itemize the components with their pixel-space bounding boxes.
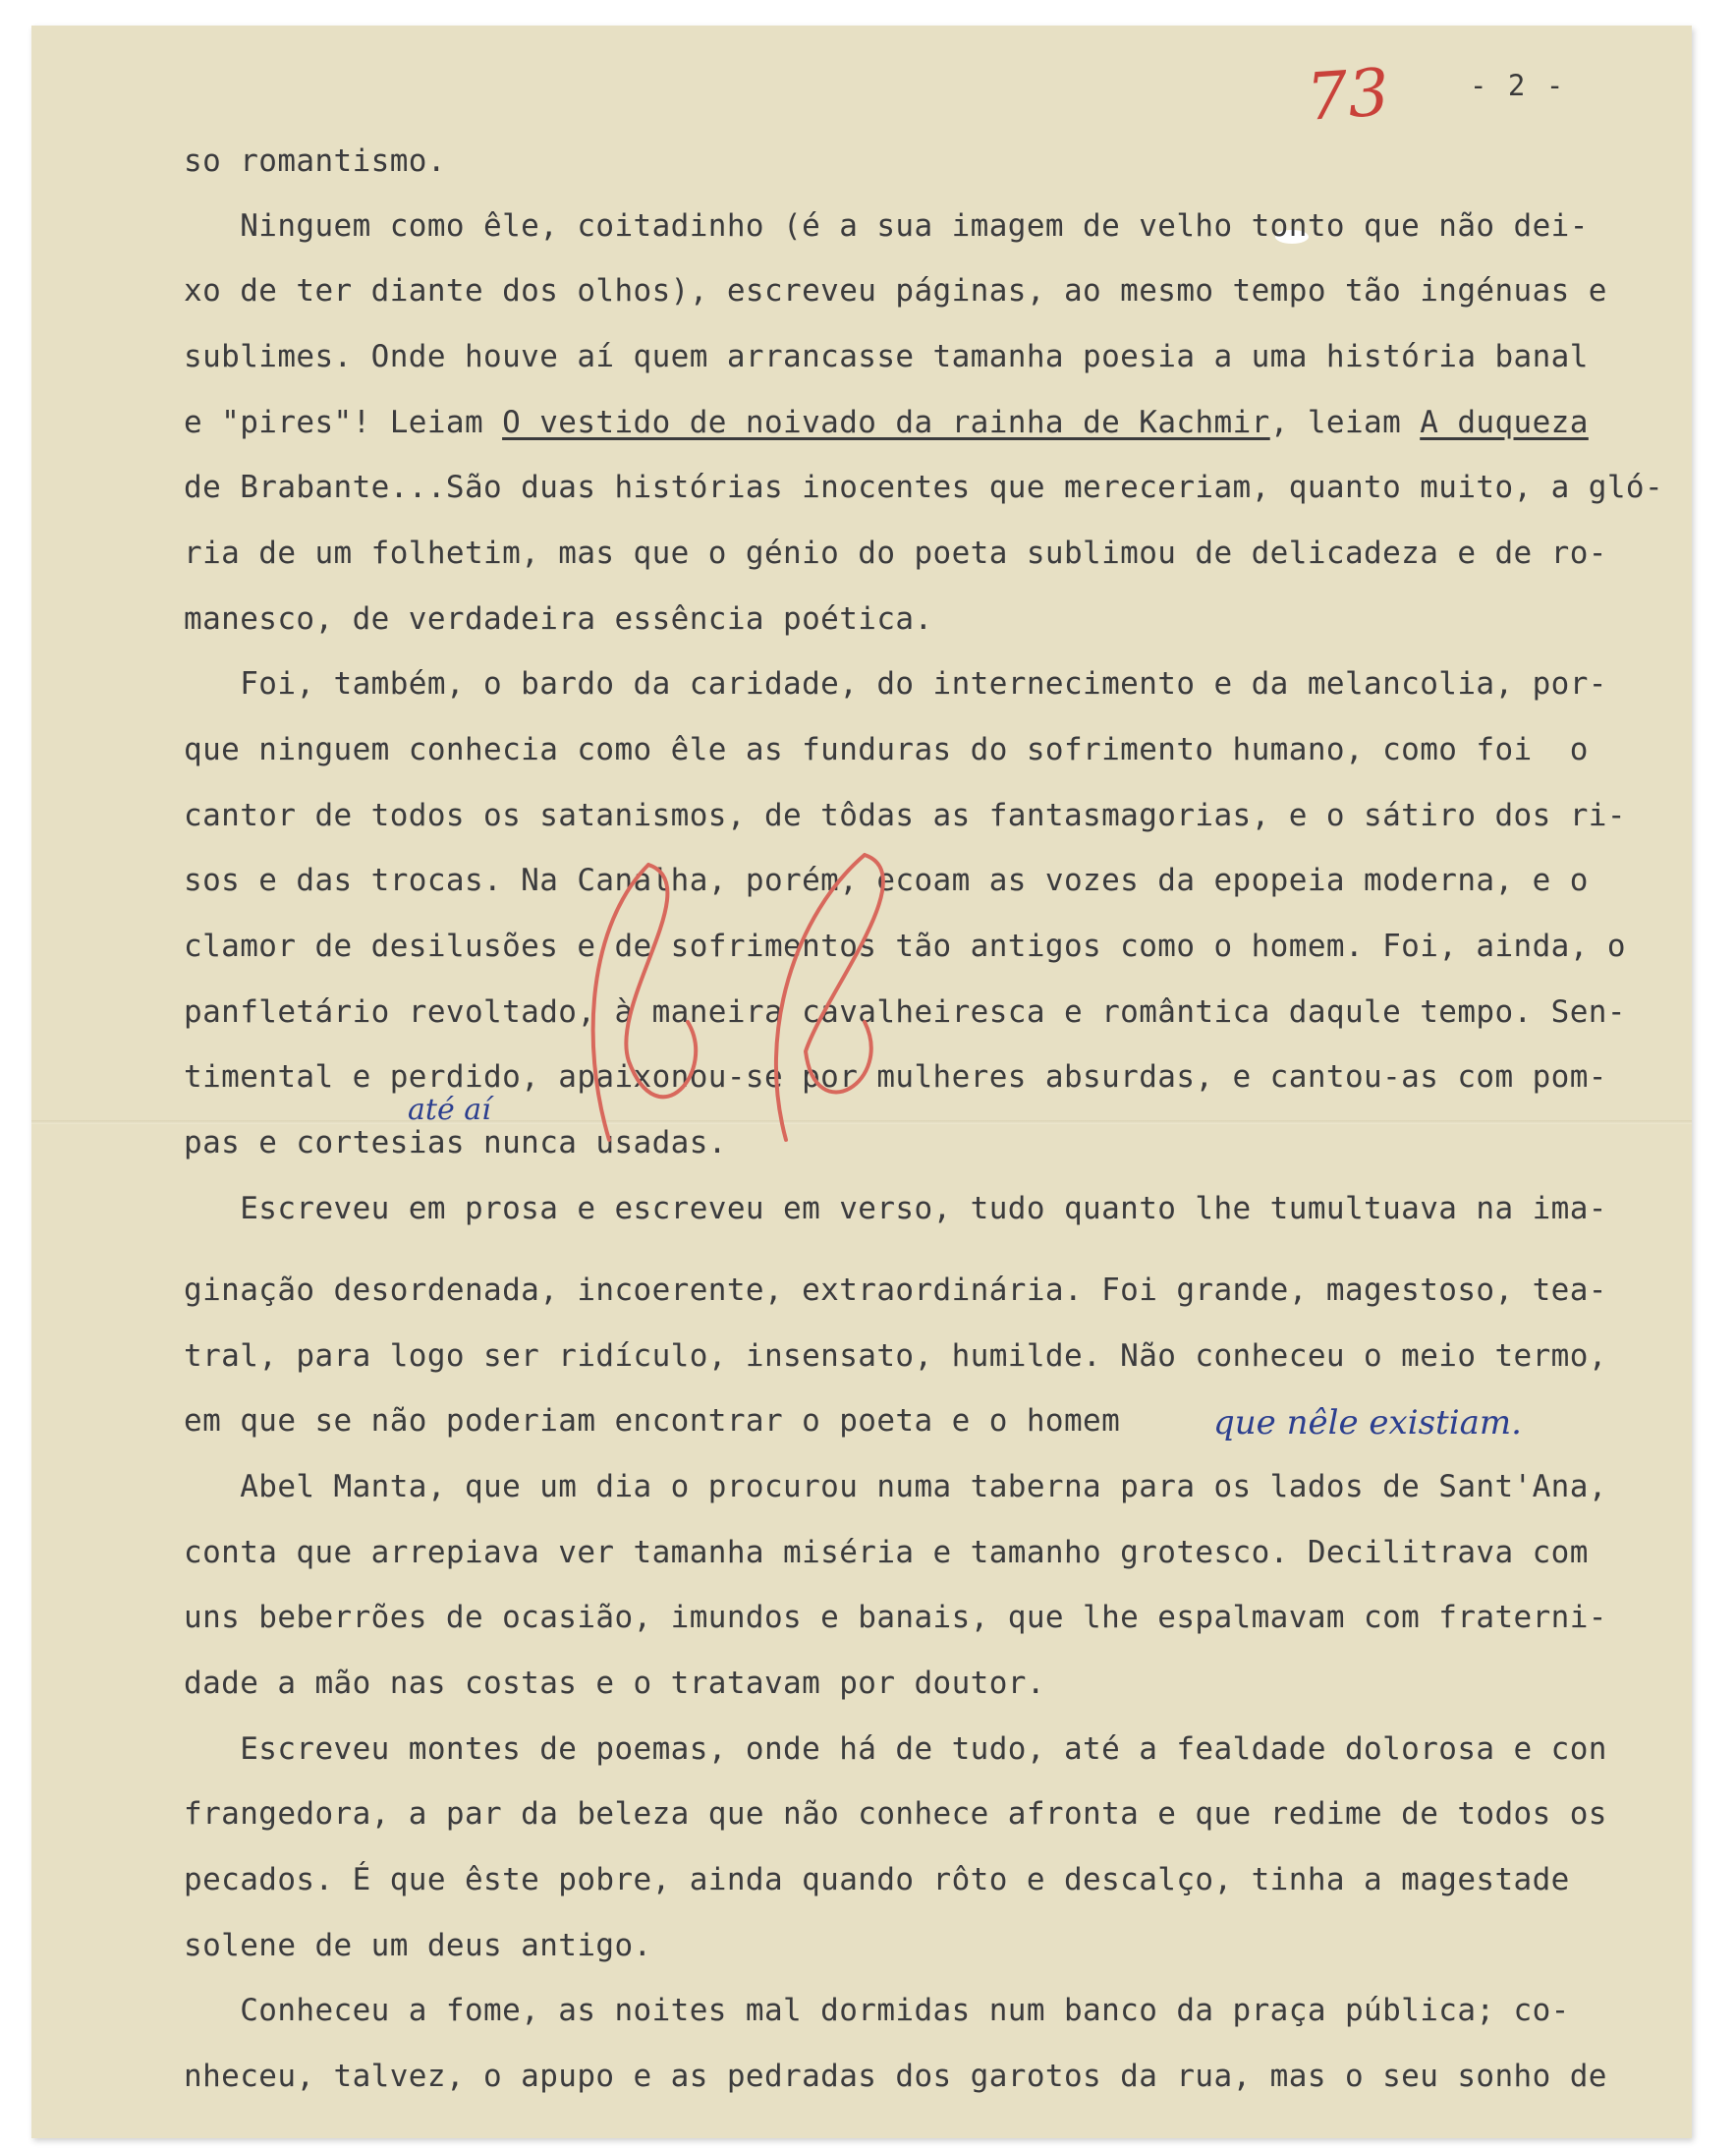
text-line: manesco, de verdadeira essência poética. bbox=[184, 601, 933, 637]
text-line: Escreveu em prosa e escreveu em verso, tudo quanto lhe tumultuava na ima- bbox=[184, 1191, 1607, 1226]
text-line: pecados. É que êste pobre, ainda quando rôto e descalço, tinha a magestade bbox=[184, 1862, 1570, 1897]
text-line: frangedora, a par da beleza que não conhece afronta e que redime de todos os bbox=[184, 1796, 1607, 1832]
text-line: de Brabante...São duas histórias inocentes que mereceriam, quanto muito, a gló- bbox=[184, 470, 1664, 505]
text-line: xo de ter diante dos olhos), escreveu páginas, ao mesmo tempo tão ingénuas e bbox=[184, 273, 1607, 309]
title-vestido: O vestido de noivado da rainha de Kachmir bbox=[502, 405, 1270, 440]
text-line: Conheceu a fome, as noites mal dormidas num banco da praça pública; co- bbox=[184, 1993, 1570, 2028]
title-duqueza: A duqueza bbox=[1420, 405, 1589, 440]
text-line: pas e cortesias nunca usadas. bbox=[184, 1125, 727, 1160]
text-line: solene de um deus antigo. bbox=[184, 1928, 652, 1963]
text-line: timental e perdido, apaixonou-se por mulheres absurdas, e cantou-as com pom- bbox=[184, 1059, 1607, 1095]
text-line: panfletário revoltado, à maneira cavalheiresca e romântica daqule tempo. Sen- bbox=[184, 994, 1626, 1030]
text-line: cantor de todos os satanismos, de tôdas as fantasmagorias, e o sátiro dos ri- bbox=[184, 798, 1626, 833]
text-line: Foi, também, o bardo da caridade, do internecimento e da melancolia, por- bbox=[184, 666, 1607, 702]
text-line: Ninguem como êle, coitadinho (é a sua imagem de velho tonto que não dei- bbox=[184, 208, 1589, 244]
text-line: e "pires"! Leiam O vestido de noivado da rainha de Kachmir, leiam A duqueza bbox=[184, 405, 1589, 440]
text-line: ginação desordenada, incoerente, extraordinária. Foi grande, magestoso, tea- bbox=[184, 1272, 1607, 1308]
red-pencil-mark bbox=[570, 845, 982, 1179]
handwritten-insertion-que-nele-existiam: que nêle existiam. bbox=[1213, 1403, 1522, 1442]
handwritten-insertion-ate-ai: até aí bbox=[408, 1093, 491, 1127]
text-line: so romantismo. bbox=[184, 143, 446, 179]
text-line: Escreveu montes de poemas, onde há de tudo, até a fealdade dolorosa e con bbox=[184, 1731, 1607, 1767]
folio-number: 73 bbox=[1304, 54, 1392, 136]
text-line: nheceu, talvez, o apupo e as pedradas dos garotos da rua, mas o seu sonho de bbox=[184, 2059, 1607, 2094]
text-line: clamor de desilusões e de sofrimentos tão antigos como o homem. Foi, ainda, o bbox=[184, 929, 1626, 964]
text-line: em que se não poderiam encontrar o poeta e o homem bbox=[184, 1403, 1121, 1439]
text-line: sos e das trocas. Na Canalha, porém, ecoam as vozes da epopeia moderna, e o bbox=[184, 863, 1589, 898]
text-line: sublimes. Onde houve aí quem arrancasse tamanha poesia a uma história banal bbox=[184, 339, 1589, 374]
page-number: - 2 - bbox=[1470, 69, 1566, 102]
text-line: dade a mão nas costas e o tratavam por doutor. bbox=[184, 1666, 1045, 1701]
text-line: ria de um folhetim, mas que o génio do poeta sublimou de delicadeza e de ro- bbox=[184, 536, 1607, 571]
text-line: que ninguem conhecia como êle as funduras do sofrimento humano, como foi o bbox=[184, 732, 1589, 767]
text-line: uns beberrões de ocasião, imundos e banais, que lhe espalmavam com fraterni- bbox=[184, 1600, 1607, 1635]
text-line: Abel Manta, que um dia o procurou numa taberna para os lados de Sant'Ana, bbox=[184, 1469, 1607, 1504]
text-line: tral, para logo ser ridículo, insensato, humilde. Não conheceu o meio termo, bbox=[184, 1338, 1607, 1374]
text-line: conta que arrepiava ver tamanha miséria e tamanho grotesco. Decilitrava com bbox=[184, 1535, 1589, 1570]
